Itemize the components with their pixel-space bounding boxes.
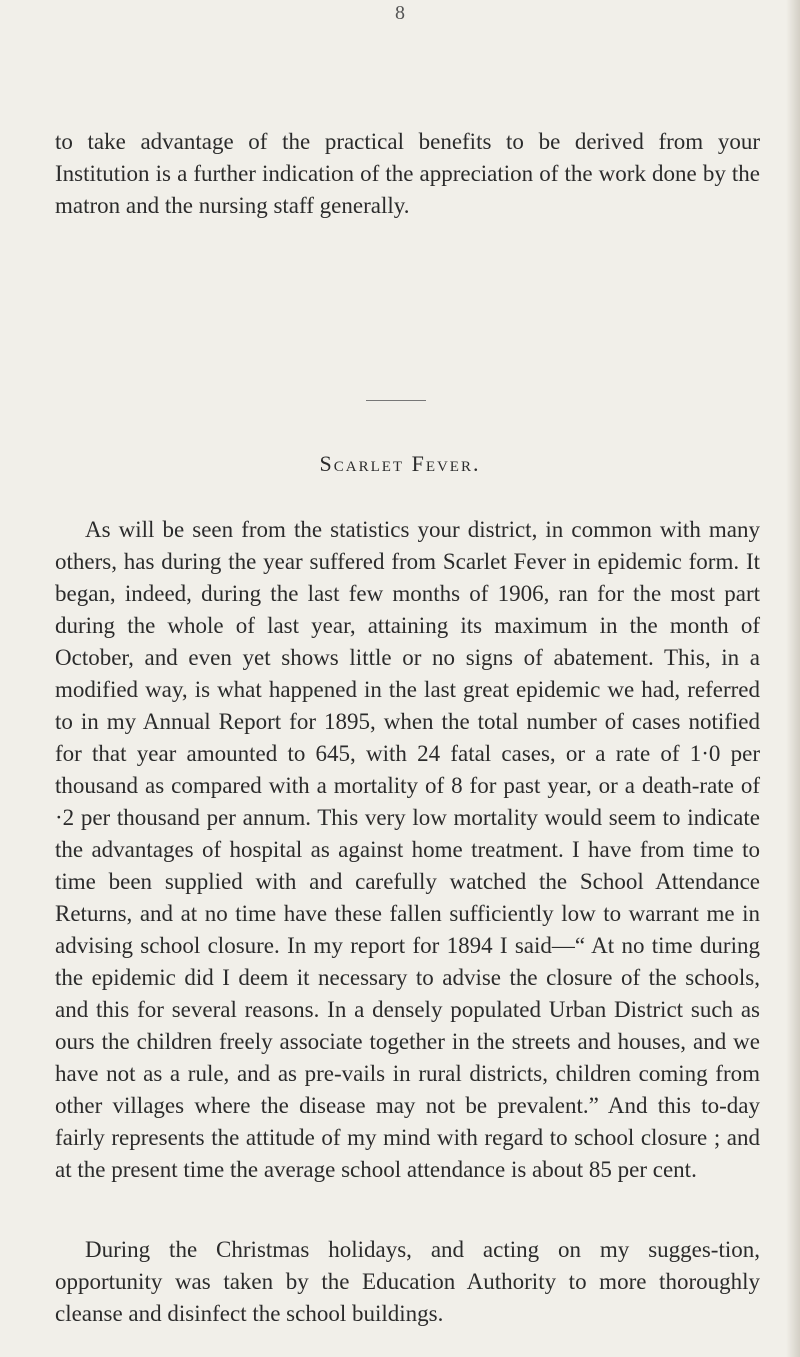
final-paragraph: During the Christmas holidays, and acting on my sugges-tion, opportunity was taken by the Education Authority to more thoroughly cleanse and disinfect the school buildings. (55, 1237, 760, 1326)
section-divider (366, 400, 426, 401)
page-edge-shadow (786, 0, 800, 1357)
page-number: 8 (395, 2, 405, 24)
section-heading: Scarlet Fever. (319, 451, 481, 476)
body-paragraph: As will be seen from the statistics your district, in common with many others, has during the year suffered from Scarlet Fever in epidemic form. It began, indeed, during the last few months of 1906, ran for the most part during the whole of last year, attaining its maximum in the month of October, and even yet shows little or no signs of abatement. This, in a modified way, is what happened in the last great epidemic we had, referred to in my Annual Report for 1895, when the total number of cases notified for that year amounted to 645, with 24 fatal cases, or a rate of 1·0 per thousand as compared with a mortality of 8 for past year, or a death-rate of ·2 per thousand per annum. This very low mortality would seem to indicate the advantages of hospital as against home treatment. I have from time to time been supplied with and carefully watched the School Attendance Returns, and at no time have these fallen sufficiently low to warrant me in advising school closure. In my report for 1894 I said—“ At no time during the epidemic did I deem it necessary to advise the closure of the schools, and this for several reasons. In a densely populated Urban District such as ours the children freely associate together in the streets and houses, and we have not as a rule, and as pre-vails in rural districts, children coming from other villages where the disease may not be prevalent.” And this to-day fairly represents the attitude of my mind with regard to school closure ; and at the present time the average school attendance is about 85 per cent. (55, 517, 760, 1182)
intro-paragraph: to take advantage of the practical benefits to be derived from your Institution is a further indication of the appreciation of the work done by the matron and the nursing staff generally. (55, 129, 760, 218)
